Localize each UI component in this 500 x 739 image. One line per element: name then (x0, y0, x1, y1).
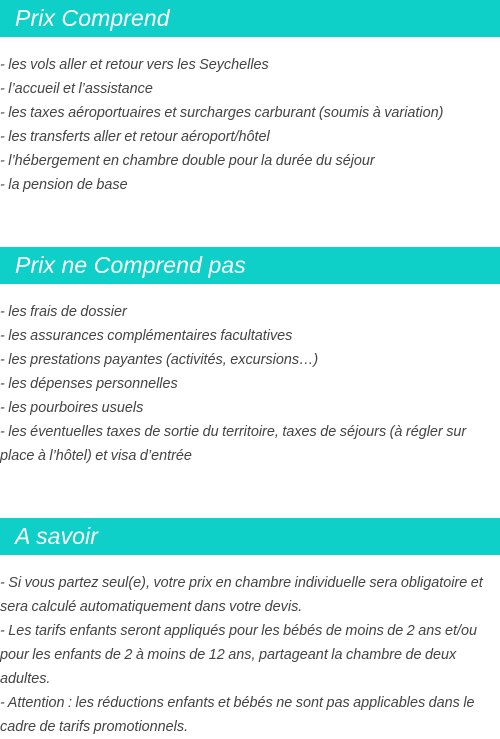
list-item: - les taxes aéroportuaires et surcharges carburant (soumis à variation) (0, 105, 444, 121)
list-item: - la pension de base (0, 177, 128, 193)
list-item: - Attention : les réductions enfants et bébés ne sont pas applicables dans le cadre de tarifs promotionnels. (0, 695, 475, 735)
list-item: - les frais de dossier (0, 304, 127, 320)
section-title: A savoir (15, 523, 99, 549)
section-prix-ne-comprend-pas (0, 247, 500, 468)
list-item: - les transferts aller et retour aéroport/hôtel (0, 129, 270, 145)
section-header (0, 518, 500, 555)
list-item: - les dépenses personnelles (0, 376, 178, 392)
list-item: - Les tarifs enfants seront appliqués pour les bébés de moins de 2 ans et/ou pour les enfants de 2 à moins de 12 ans, partageant la chambre de deux adultes. (0, 623, 477, 687)
section-header (0, 247, 500, 284)
section-prix-comprend (0, 0, 500, 197)
list-item: - l’accueil et l’assistance (0, 81, 153, 97)
section-a-savoir (0, 518, 500, 739)
section-title: Prix Comprend (15, 5, 170, 31)
list-item: - les prestations payantes (activités, excursions…) (0, 352, 319, 368)
section-title: Prix ne Comprend pas (15, 252, 246, 278)
list-item: - les pourboires usuels (0, 400, 144, 416)
info-list (0, 571, 500, 739)
list-item: - Si vous partez seul(e), votre prix en chambre individuelle sera obligatoire et sera calculé automatiquement dans votre devis. (0, 575, 483, 615)
list-item: - l’hébergement en chambre double pour la durée du séjour (0, 153, 375, 169)
section-header (0, 0, 500, 37)
list-item: - les vols aller et retour vers les Seychelles (0, 57, 269, 73)
list-item: - les éventuelles taxes de sortie du territoire, taxes de séjours (à régler sur place à l’hôtel) et visa d’entrée (0, 424, 467, 464)
excluded-list (0, 300, 500, 468)
list-item: - les assurances complémentaires facultatives (0, 328, 293, 344)
included-list (0, 53, 500, 197)
